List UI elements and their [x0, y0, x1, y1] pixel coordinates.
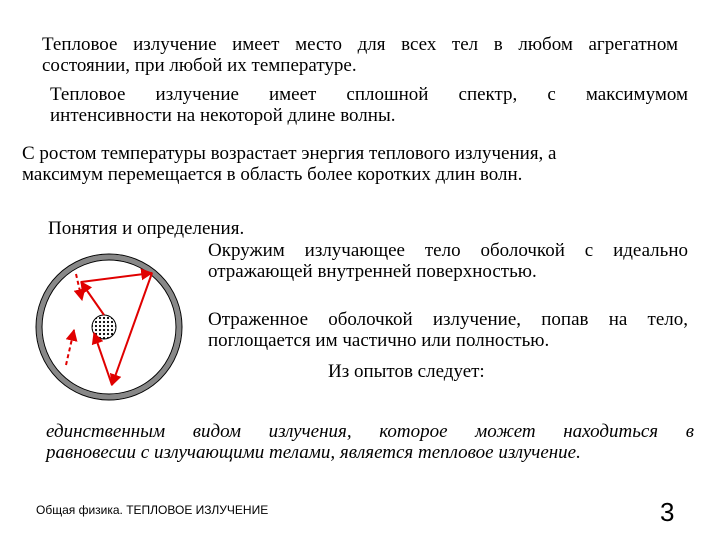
text-line: поглощается им частично или полностью. — [208, 330, 550, 351]
cavity-diagram — [34, 252, 184, 402]
text-line: Окружим излучающее тело оболочкой с идеально — [208, 240, 688, 261]
text-line: С ростом температуры возрастает энергия теплового излучения, а — [22, 143, 557, 164]
text-line: состоянии, при любой их температуре. — [42, 55, 357, 76]
text-line: Тепловое излучение имеет сплошной спектр, с максимумом — [50, 84, 688, 105]
text-line: максимум перемещается в область более коротких длин волн. — [22, 164, 523, 185]
footer-title: Общая физика. ТЕПЛОВОЕ ИЗЛУЧЕНИЕ — [36, 503, 269, 517]
text-line: Тепловое излучение имеет место для всех тел в любом агрегатном — [42, 34, 678, 55]
text-line: интенсивности на некоторой длине волны. — [50, 105, 396, 126]
paragraph-continuous-spectrum — [50, 84, 688, 126]
text-line: равновесии с излучающими телами, является тепловое излучение. — [46, 442, 581, 463]
text-line: отражающей внутренней поверхностью. — [208, 261, 537, 282]
text-line: единственным видом излучения, которое может находиться в — [46, 421, 694, 442]
paragraph-thermal-all-bodies — [42, 34, 678, 76]
page-number: 3 — [660, 497, 675, 527]
paragraph-temperature-growth — [22, 143, 672, 185]
section-heading: Понятия и определения. — [48, 218, 245, 239]
paragraph-reflecting-shell — [208, 240, 688, 282]
experiments-text: Из опытов следует: — [328, 361, 485, 382]
text-line: Отраженное оболочкой излучение, попав на тело, — [208, 309, 688, 330]
paragraph-absorption — [208, 309, 688, 351]
conclusion-paragraph — [46, 421, 694, 463]
